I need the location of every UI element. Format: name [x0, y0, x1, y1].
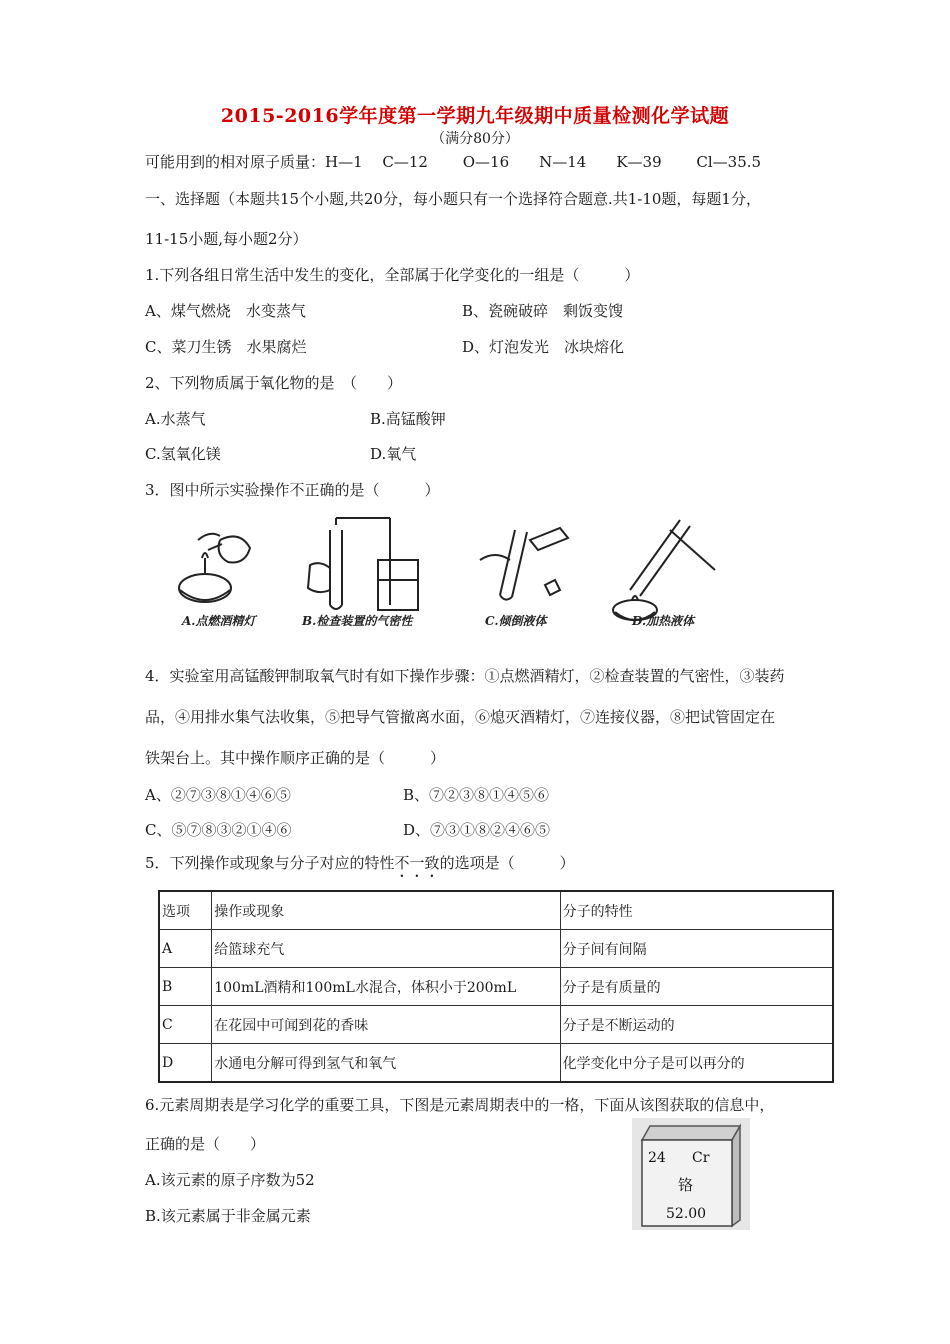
- table-header-cell: 分子的特性: [560, 891, 833, 930]
- table-cell: 在花园中可闻到花的香味: [212, 1006, 560, 1044]
- q1-option-c: C、菜刀生锈 水果腐烂: [145, 338, 307, 356]
- q2-stem: 2、下列物质属于氧化物的是 （ ）: [145, 374, 403, 392]
- table-cell: 分子间有间隔: [560, 930, 833, 968]
- table-row: [159, 930, 833, 968]
- q5-stem-before: 5．下列操作或现象与分子对应的特性: [145, 854, 395, 872]
- caption-b: B.检查装置的气密性: [302, 614, 413, 628]
- section1-intro-line2: 11-15小题,每小题2分）: [145, 230, 308, 248]
- q1-option-d: D、灯泡发光 冰块熔化: [462, 338, 625, 356]
- q4-option-d: D、⑦③①⑧②④⑥⑤: [403, 821, 551, 839]
- q1-stem: 1.下列各组日常生活中发生的变化，全部属于化学变化的一组是（ ）: [145, 266, 640, 284]
- table-cell: D: [159, 1044, 212, 1083]
- section1-intro-line1: 一、选择题（本题共15个小题,共20分，每小题只有一个选择符合题意.共1-10题，每题1分，: [145, 190, 761, 208]
- table-header-cell: 操作或现象: [212, 891, 560, 930]
- figure-c-pouring: [480, 528, 568, 600]
- element-name: 铬: [678, 1176, 694, 1194]
- exam-title: 2015-2016学年度第一学期九年级期中质量检测化学试题: [220, 105, 730, 127]
- table-cell: 水通电分解可得到氢气和氧气: [212, 1044, 560, 1083]
- q4-option-a: A、②⑦③⑧①④⑥⑤: [145, 786, 291, 804]
- table-cell: 化学变化中分子是可以再分的: [560, 1044, 833, 1083]
- q2-option-c: C.氢氧化镁: [145, 445, 221, 463]
- caption-d: D.加热液体: [632, 614, 695, 628]
- q2-option-b: B.高锰酸钾: [370, 410, 446, 428]
- q5-stem-emphasis: 不一致: [394, 854, 440, 872]
- table-row: [159, 1006, 833, 1044]
- table-header-row: [159, 891, 833, 930]
- q4-option-b: B、⑦②③⑧①④⑤⑥: [403, 786, 550, 804]
- q1-option-a: A、煤气燃烧 水变蒸气: [145, 302, 306, 320]
- q6-option-b: B.该元素属于非金属元素: [145, 1207, 311, 1225]
- exam-subtitle: （满分80分）: [431, 131, 519, 147]
- q4-line2: 品，④用排水集气法收集，⑤把导气管撤离水面，⑥熄灭酒精灯，⑦连接仪器，⑧把试管固定在: [145, 708, 776, 726]
- q6-line2: 正确的是（ ）: [145, 1135, 266, 1153]
- atomic-masses: 可能用到的相对原子质量：H—1 C—12 O—16 N—14 K—39 Cl—35.5: [145, 153, 762, 171]
- q2-option-a: A.水蒸气: [145, 410, 206, 428]
- q2-option-d: D.氧气: [370, 445, 417, 463]
- q1-option-b: B、瓷碗破碎 剩饭变馊: [462, 302, 624, 320]
- q5-table: [158, 890, 834, 1083]
- q3-lab-figure: [150, 510, 730, 635]
- table-cell: 分子是不断运动的: [560, 1006, 833, 1044]
- caption-c: C.倾倒液体: [485, 614, 547, 628]
- element-number: 24: [648, 1150, 666, 1166]
- table-row: [159, 968, 833, 1006]
- table-cell: 分子是有质量的: [560, 968, 833, 1006]
- q3-stem: 3．图中所示实验操作不正确的是（ ）: [145, 481, 440, 499]
- figure-b-apparatus: [308, 518, 418, 610]
- element-tile-chromium: [632, 1118, 750, 1230]
- table-cell: C: [159, 1006, 212, 1044]
- table-row: [159, 1044, 833, 1083]
- q4-line3: 铁架台上。其中操作顺序正确的是（ ）: [145, 749, 446, 767]
- figure-d-heating: [613, 520, 715, 620]
- table-cell: A: [159, 930, 212, 968]
- q5-stem: [145, 854, 575, 881]
- q4-option-c: C、⑤⑦⑧③②①④⑥: [145, 821, 292, 839]
- table-cell: B: [159, 968, 212, 1006]
- q6-option-a: A.该元素的原子序数为52: [145, 1171, 315, 1189]
- element-symbol: Cr: [692, 1150, 710, 1166]
- table-header-cell: 选项: [159, 891, 212, 930]
- table-cell: 给篮球充气: [212, 930, 560, 968]
- q5-stem-after: 的选项是（ ）: [439, 854, 575, 872]
- q4-line1: 4．实验室用高锰酸钾制取氧气时有如下操作步骤：①点燃酒精灯，②检查装置的气密性，③装药: [145, 667, 785, 685]
- table-cell: 100mL酒精和100mL水混合，体积小于200mL: [212, 968, 560, 1006]
- figure-a-lamps: [179, 534, 250, 602]
- q6-line1: 6.元素周期表是学习化学的重要工具，下图是元素周期表中的一格，下面从该图获取的信息中，: [145, 1096, 775, 1114]
- caption-a: A.点燃酒精灯: [182, 614, 256, 628]
- element-mass: 52.00: [666, 1206, 707, 1222]
